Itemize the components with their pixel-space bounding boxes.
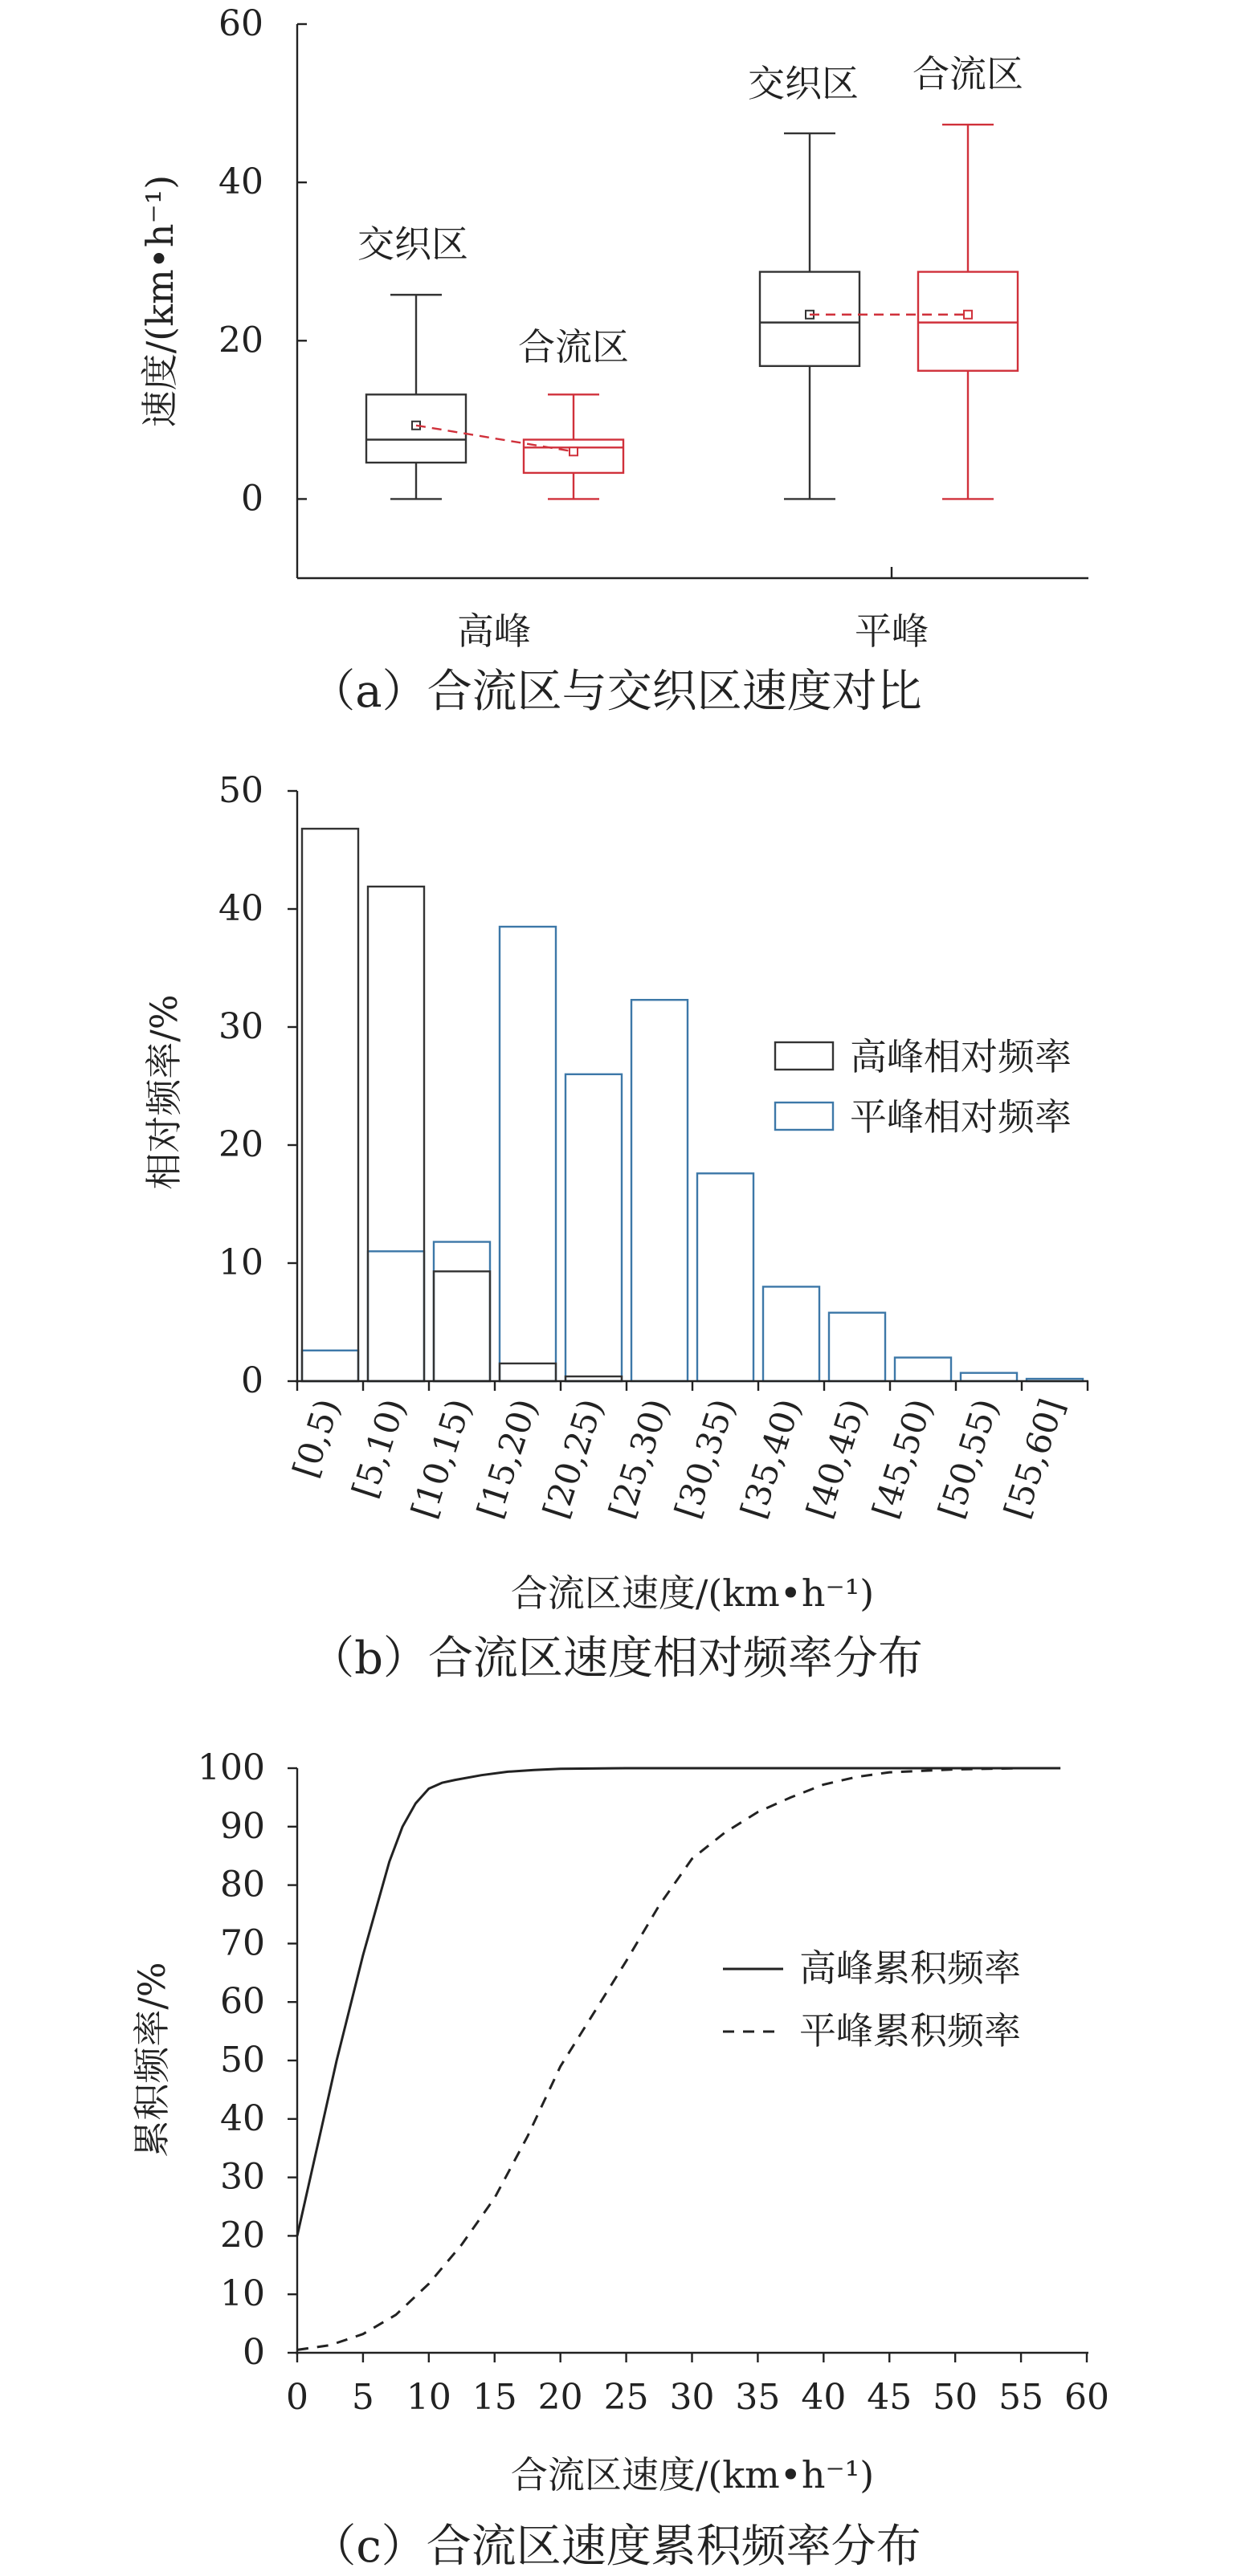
x-tick-label: 30 <box>669 2377 715 2418</box>
x-tick-label: [50,55) <box>930 1393 1006 1523</box>
bar <box>302 829 358 1381</box>
bar <box>565 1074 622 1381</box>
x-tick-label: 10 <box>406 2377 451 2418</box>
y-tick-label: 70 <box>220 1922 265 1964</box>
x-axis-title: 合流区速度/(km•h⁻¹) <box>510 2453 875 2497</box>
legend-label: 高峰相对频率 <box>850 1035 1072 1078</box>
y-tick-label: 10 <box>218 1242 263 1283</box>
x-tick-label: 25 <box>603 2377 649 2418</box>
x-tick-label: 45 <box>867 2377 913 2418</box>
y-tick-label: 50 <box>220 2040 265 2081</box>
group-label: 交织区 <box>357 222 468 266</box>
category-label: 平峰 <box>855 609 929 653</box>
bar <box>500 927 556 1381</box>
bar <box>763 1286 819 1381</box>
x-tick-label: [30,35) <box>667 1393 743 1523</box>
x-tick-label: 20 <box>537 2377 583 2418</box>
y-tick-label: 60 <box>220 1981 265 2023</box>
panel-c-cumulative-chart <box>130 1747 1109 2497</box>
x-axis-title: 合流区速度/(km•h⁻¹) <box>510 1571 875 1615</box>
bar <box>434 1271 490 1381</box>
y-tick-label: 100 <box>198 1747 265 1788</box>
legend-swatch <box>775 1042 833 1070</box>
x-tick-label: [35,40) <box>733 1393 809 1523</box>
x-tick-label: [55,60] <box>996 1393 1072 1523</box>
bar <box>631 1000 688 1381</box>
x-tick-label: 55 <box>998 2377 1044 2418</box>
x-tick-label: [5,10) <box>344 1393 414 1503</box>
y-tick-label: 30 <box>220 2156 265 2198</box>
bar <box>961 1373 1017 1381</box>
panel-c-caption: （c）合流区速度累积频率分布 <box>311 2521 921 2573</box>
y-axis-title: 速度/(km•h⁻¹) <box>138 174 182 428</box>
panel-a-caption: （a）合流区与交织区速度对比 <box>310 666 922 718</box>
y-tick-label: 30 <box>218 1006 263 1047</box>
y-tick-label: 20 <box>220 2215 265 2256</box>
off-peak-cumulative-line <box>297 1768 1060 2350</box>
x-tick-label: 5 <box>351 2377 374 2418</box>
y-tick-label: 60 <box>218 3 263 44</box>
y-tick-label: 90 <box>220 1805 265 1847</box>
x-tick-label: 15 <box>472 2377 517 2418</box>
bar <box>829 1313 885 1381</box>
x-tick-label: 50 <box>933 2377 978 2418</box>
group-label: 合流区 <box>913 52 1023 96</box>
y-tick-label: 40 <box>220 2097 265 2139</box>
y-tick-label: 10 <box>220 2273 265 2315</box>
y-axis-title: 相对频率/% <box>142 994 186 1190</box>
box <box>918 272 1018 371</box>
y-tick-label: 50 <box>218 770 263 811</box>
x-tick-label: 40 <box>801 2377 847 2418</box>
y-tick-label: 0 <box>243 2332 265 2373</box>
x-tick-label: [15,20) <box>469 1393 545 1523</box>
peak-cumulative-line <box>297 1768 1060 2236</box>
bar <box>500 1363 556 1381</box>
y-tick-label: 20 <box>218 320 263 361</box>
group-label: 交织区 <box>748 62 859 105</box>
y-tick-label: 0 <box>241 1360 263 1401</box>
mean-connector <box>416 426 574 452</box>
bar <box>697 1173 753 1381</box>
legend-label: 平峰累积频率 <box>799 2009 1021 2052</box>
y-tick-label: 80 <box>220 1864 265 1906</box>
bar <box>368 887 424 1381</box>
group-label: 合流区 <box>518 325 629 369</box>
y-tick-label: 40 <box>218 888 263 929</box>
bar <box>302 1351 358 1381</box>
x-tick-label: [0,5) <box>285 1393 348 1482</box>
x-tick-label: [25,30) <box>601 1393 677 1523</box>
category-label: 高峰 <box>457 609 531 653</box>
x-tick-label: 35 <box>735 2377 781 2418</box>
bar <box>895 1358 951 1381</box>
y-tick-label: 20 <box>218 1124 263 1165</box>
bar <box>368 1251 424 1381</box>
x-tick-label: [20,25) <box>535 1393 611 1523</box>
y-tick-label: 0 <box>241 478 263 520</box>
y-axis-title: 累积频率/% <box>130 1962 174 2158</box>
panel-b-caption: （b）合流区速度相对频率分布 <box>309 1632 923 1685</box>
legend-label: 平峰相对频率 <box>850 1095 1072 1139</box>
y-tick-label: 40 <box>218 161 263 203</box>
x-tick-label: [45,50) <box>864 1393 941 1523</box>
x-tick-label: [10,15) <box>403 1393 480 1523</box>
x-tick-label: 60 <box>1064 2377 1109 2418</box>
x-tick-label: 0 <box>286 2377 308 2418</box>
bar <box>434 1242 490 1381</box>
x-tick-label: [40,45) <box>798 1393 875 1523</box>
legend-label: 高峰累积频率 <box>799 1946 1021 1990</box>
panel-a-box-plot <box>138 3 1088 653</box>
panel-b-histogram <box>142 770 1088 1615</box>
legend-swatch <box>775 1103 833 1130</box>
